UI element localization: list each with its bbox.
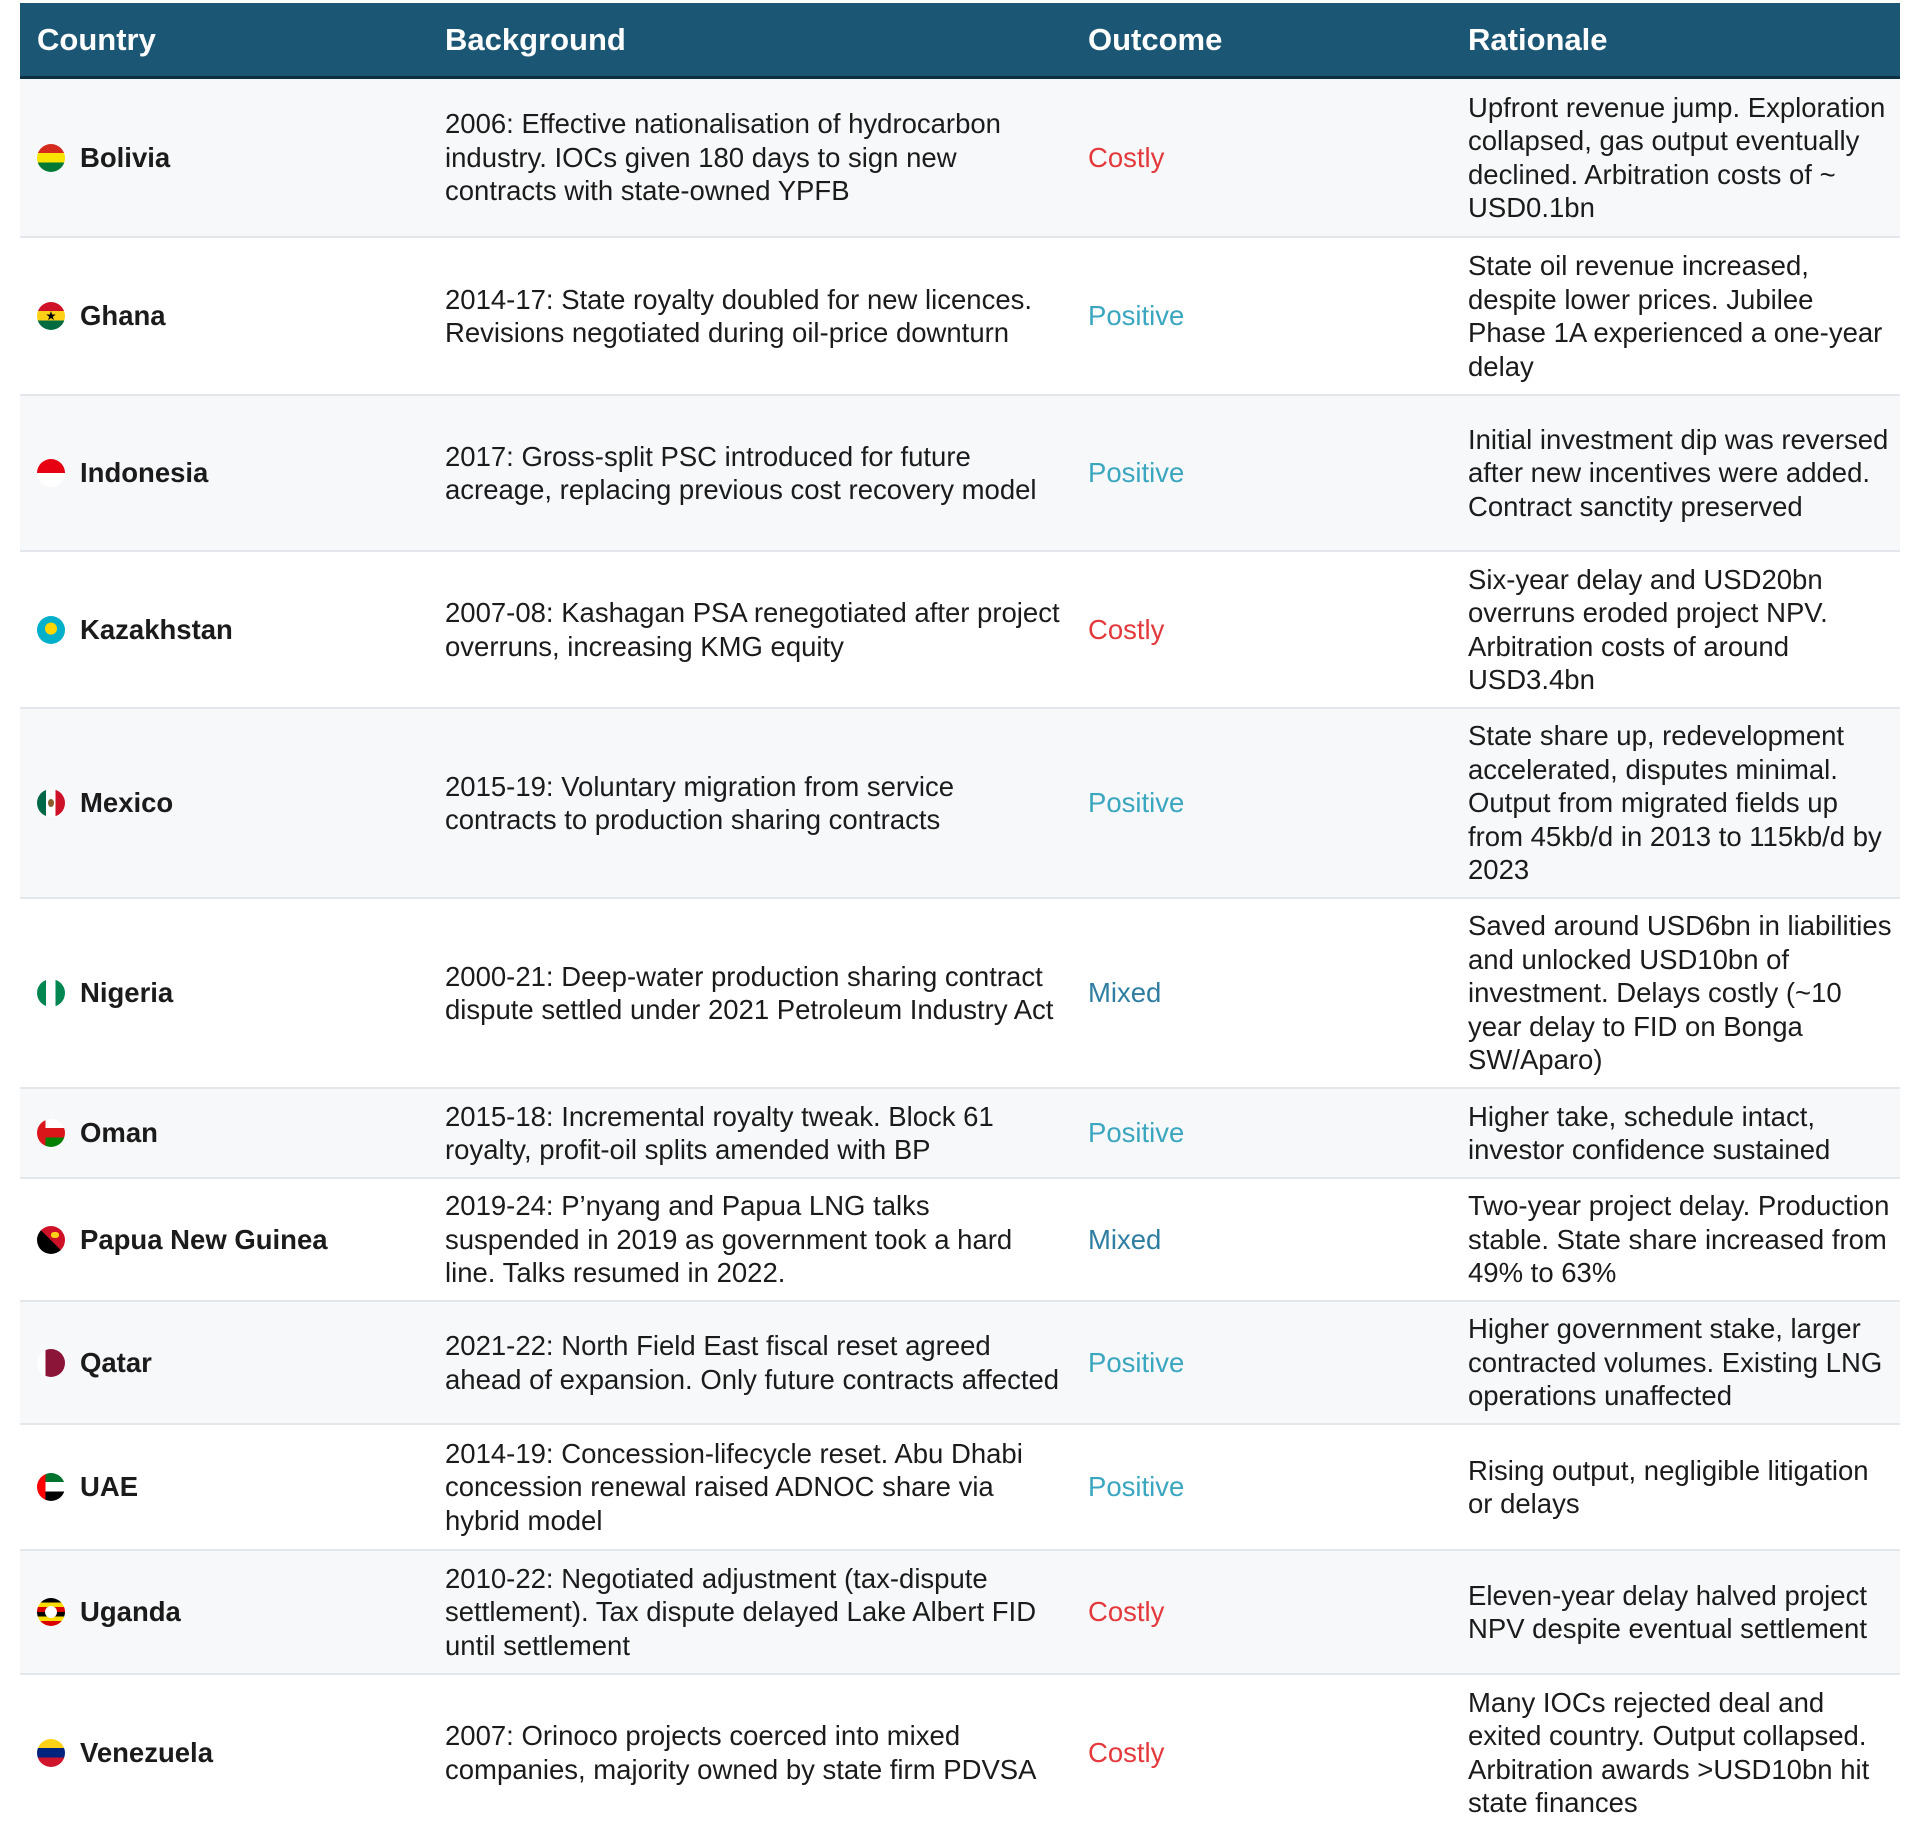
background-cell: 2014-17: State royalty doubled for new licences. Revisions negotiated during oil-price downturn xyxy=(445,283,1033,348)
table-row xyxy=(20,1425,1900,1551)
table-row xyxy=(20,1551,1900,1675)
outcome-cell: Positive xyxy=(1088,300,1185,332)
uganda-flag-icon xyxy=(37,1598,65,1626)
table-row xyxy=(20,1302,1900,1425)
outcome-cell: Positive xyxy=(1088,1117,1185,1149)
mexico-flag-icon xyxy=(37,789,65,817)
outcome-cell: Costly xyxy=(1088,613,1165,645)
table-row xyxy=(20,1675,1900,1830)
country-name: Nigeria xyxy=(80,977,174,1009)
background-cell: 2017: Gross-split PSC introduced for future acreage, replacing previous cost recovery model xyxy=(445,440,1037,505)
country-cell xyxy=(20,1470,428,1504)
country-name: Kazakhstan xyxy=(80,613,233,645)
background-cell: 2015-18: Incremental royalty tweak. Block 61 royalty, profit-oil splits amended with BP xyxy=(445,1100,994,1165)
background-cell: 2006: Effective nationalisation of hydrocarbon industry. IOCs given 180 days to sign new contracts with state-owned YPFB xyxy=(445,108,1001,207)
header-rationale: Rationale xyxy=(1468,21,1608,57)
country-name: UAE xyxy=(80,1471,139,1503)
background-cell: 2007-08: Kashagan PSA renegotiated after project overruns, increasing KMG equity xyxy=(445,597,1060,662)
outcome-cell: Costly xyxy=(1088,1596,1165,1628)
table-row xyxy=(20,396,1900,552)
indonesia-flag-icon xyxy=(37,459,65,487)
nigeria-flag-icon xyxy=(37,979,65,1007)
country-cell xyxy=(20,299,428,333)
country-name: Bolivia xyxy=(80,141,171,173)
country-table xyxy=(20,3,1900,1830)
outcome-cell: Mixed xyxy=(1088,977,1162,1009)
rationale-cell: Two-year project delay. Production stable. State share increased from 49% to 63% xyxy=(1468,1190,1890,1289)
ghana-flag-icon xyxy=(37,302,65,330)
country-name: Qatar xyxy=(80,1346,152,1378)
outcome-cell: Positive xyxy=(1088,787,1185,819)
rationale-cell: Higher government stake, larger contracted volumes. Existing LNG operations unaffected xyxy=(1468,1313,1883,1412)
country-cell xyxy=(20,1116,428,1150)
background-cell: 2007: Orinoco projects coerced into mixed companies, majority owned by state firm PDVSA xyxy=(445,1720,1037,1785)
table-row xyxy=(20,1089,1900,1179)
outcome-cell: Mixed xyxy=(1088,1223,1162,1255)
country-name: Mexico xyxy=(80,787,174,819)
rationale-cell: Rising output, negligible litigation or delays xyxy=(1468,1454,1869,1519)
country-name: Ghana xyxy=(80,300,166,332)
country-name: Venezuela xyxy=(80,1736,213,1768)
rationale-cell: Six-year delay and USD20bn overruns eroded project NPV. Arbitration costs of around USD3.4bn xyxy=(1468,563,1828,695)
bolivia-flag-icon xyxy=(37,144,65,172)
rationale-cell: Many IOCs rejected deal and exited country. Output collapsed. Arbitration awards >USD10bn hit state finances xyxy=(1468,1686,1870,1818)
background-cell: 2015-19: Voluntary migration from service contracts to production sharing contracts xyxy=(445,770,954,835)
country-cell xyxy=(20,613,428,647)
rationale-cell: Higher take, schedule intact, investor confidence sustained xyxy=(1468,1100,1831,1165)
rationale-cell: Upfront revenue jump. Exploration collapsed, gas output eventually declined. Arbitration costs of ~ USD0.1bn xyxy=(1468,91,1886,223)
oman-flag-icon xyxy=(37,1119,65,1147)
outcome-cell: Positive xyxy=(1088,457,1185,489)
header-background: Background xyxy=(445,21,626,57)
country-name: Oman xyxy=(80,1117,158,1149)
country-cell xyxy=(20,141,428,175)
rationale-cell: Initial investment dip was reversed after new incentives were added. Contract sanctity preserved xyxy=(1468,423,1889,522)
country-name: Uganda xyxy=(80,1596,181,1628)
rationale-cell: Eleven-year delay halved project NPV despite eventual settlement xyxy=(1468,1579,1867,1644)
uae-flag-icon xyxy=(37,1473,65,1501)
background-cell: 2021-22: North Field East fiscal reset agreed ahead of expansion. Only future contracts affected xyxy=(445,1330,1060,1395)
country-name: Papua New Guinea xyxy=(80,1223,328,1255)
table-row xyxy=(20,899,1900,1089)
background-cell: 2010-22: Negotiated adjustment (tax-dispute settlement). Tax dispute delayed Lake Albert FID until settlement xyxy=(445,1562,1037,1661)
rationale-cell: State oil revenue increased, despite lower prices. Jubilee Phase 1A experienced a one-year delay xyxy=(1468,250,1883,382)
kazakhstan-flag-icon xyxy=(37,616,65,644)
background-cell: 2019-24: P’nyang and Papua LNG talks suspended in 2019 as government took a hard line. Talks resumed in 2022. xyxy=(445,1190,1013,1289)
venezuela-flag-icon xyxy=(37,1739,65,1767)
outcome-cell: Costly xyxy=(1088,141,1165,173)
header-country: Country xyxy=(37,21,156,57)
outcome-cell: Positive xyxy=(1088,1346,1185,1378)
rationale-cell: Saved around USD6bn in liabilities and unlocked USD10bn of investment. Delays costly (~10 year delay to FID on Bonga SW/Aparo) xyxy=(1468,910,1892,1076)
table-row xyxy=(20,709,1900,899)
rationale-cell: State share up, redevelopment accelerated, disputes minimal. Output from migrated fields up from 45kb/d in 2013 to 115kb/d by 2023 xyxy=(1468,720,1882,886)
header-outcome: Outcome xyxy=(1088,21,1223,57)
country-cell xyxy=(20,1346,428,1380)
background-cell: 2014-19: Concession-lifecycle reset. Abu Dhabi concession renewal raised ADNOC share via hybrid model xyxy=(445,1437,1023,1536)
table-row xyxy=(20,1179,1900,1302)
outcome-cell: Positive xyxy=(1088,1471,1185,1503)
outcome-cell: Costly xyxy=(1088,1736,1165,1768)
table-row xyxy=(20,238,1900,396)
qatar-flag-icon xyxy=(37,1349,65,1377)
table-header xyxy=(20,3,1900,79)
background-cell: 2000-21: Deep-water production sharing contract dispute settled under 2021 Petroleum Industry Act xyxy=(445,960,1054,1025)
country-cell xyxy=(20,976,428,1010)
table-row xyxy=(20,79,1900,238)
png-flag-icon xyxy=(37,1226,65,1254)
country-cell xyxy=(20,1595,428,1629)
country-cell xyxy=(20,456,428,490)
country-cell xyxy=(20,1736,428,1770)
country-name: Indonesia xyxy=(80,457,209,489)
table-row xyxy=(20,552,1900,709)
country-cell xyxy=(20,786,428,820)
country-cell xyxy=(20,1223,428,1257)
